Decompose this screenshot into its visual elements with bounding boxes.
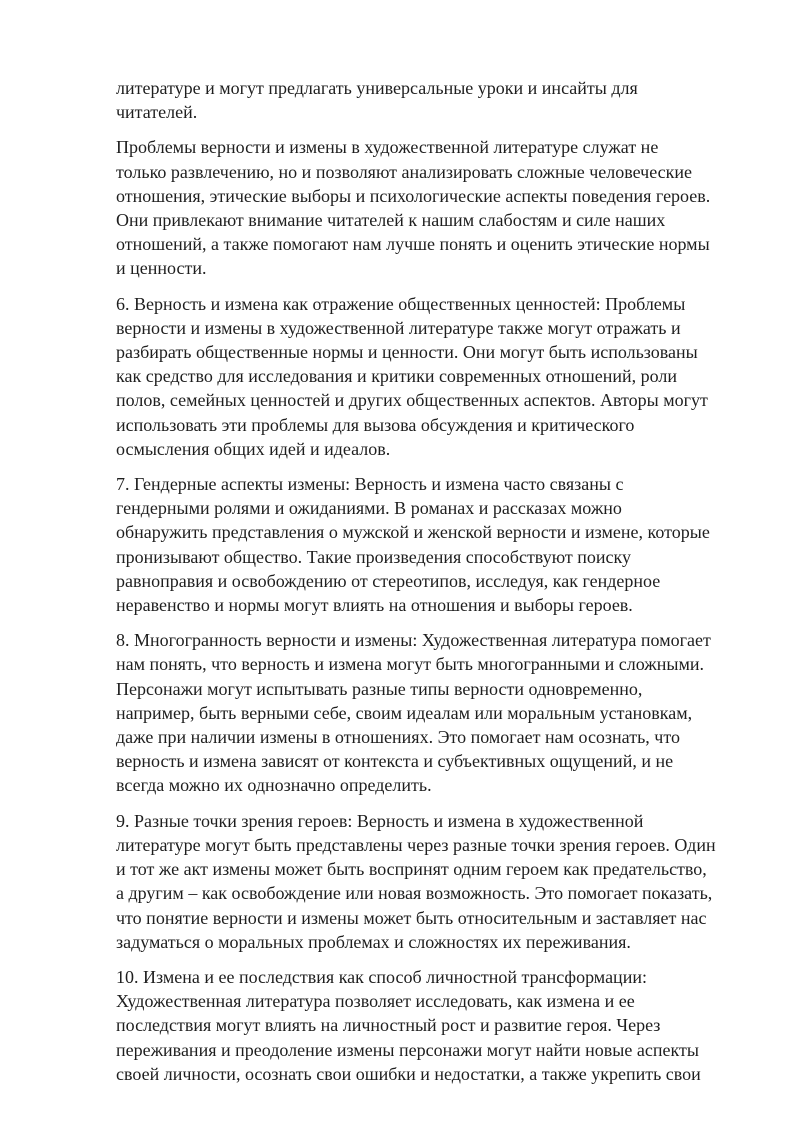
- text-line: 10. Измена и ее последствия как способ личностной трансформации:: [116, 966, 647, 987]
- text-line: литературе и могут предлагать универсальные уроки и инсайты для: [116, 78, 638, 98]
- text-line: читателей.: [116, 102, 198, 123]
- text-line: и тот же акт измены может быть воспринят одним героем как предательство,: [116, 859, 707, 880]
- text-line: отношений, а также помогают нам лучше понять и оценить этические нормы: [116, 234, 710, 255]
- text-line: всегда можно их однозначно определить.: [116, 775, 432, 796]
- text-line: использовать эти проблемы для вызова обсуждения и критического: [116, 414, 635, 435]
- text-line: верности и измены в художественной литературе также могут отражать и: [116, 317, 681, 338]
- text-line: Они привлекают внимание читателей к нашим слабостям и силе наших: [116, 210, 666, 231]
- text-line: последствия могут влиять на личностный рост и развитие героя. Через: [116, 1015, 661, 1036]
- text-line: только развлечению, но и позволяют анализировать сложные человеческие: [116, 161, 693, 182]
- text-line: и ценности.: [116, 258, 207, 279]
- text-line: как средство для исследования и критики современных отношений, роли: [116, 366, 678, 387]
- document-page: [116, 76, 736, 1097]
- text-line: 6. Верность и измена как отражение общественных ценностей: Проблемы: [116, 293, 686, 314]
- text-line: 9. Разные точки зрения героев: Верность и измена в художественной: [116, 810, 644, 831]
- text-line: нам понять, что верность и измена могут быть многогранными и сложными.: [116, 654, 704, 675]
- text-line: задуматься о моральных проблемах и сложностях их переживания.: [116, 931, 631, 952]
- text-line: 7. Гендерные аспекты измены: Верность и измена часто связаны с: [116, 474, 624, 495]
- text-line: Художественная литература позволяет исследовать, как измена и ее: [116, 991, 635, 1012]
- paragraph-summary: [116, 135, 736, 280]
- text-line: Персонажи могут испытывать разные типы верности одновременно,: [116, 678, 643, 699]
- text-line: переживания и преодоление измены персонажи могут найти новые аспекты: [116, 1039, 699, 1060]
- paragraph-item-8: [116, 628, 736, 797]
- text-line: литературе могут быть представлены через разные точки зрения героев. Один: [116, 834, 716, 855]
- text-line: полов, семейных ценностей и других общественных аспектов. Авторы могут: [116, 390, 708, 411]
- text-line: что понятие верности и измены может быть относительным и заставляет нас: [116, 907, 707, 928]
- paragraph-item-9: [116, 809, 736, 954]
- paragraph-item-10: [116, 965, 736, 1086]
- text-line: обнаружить представления о мужской и женской верности и измене, которые: [116, 522, 710, 543]
- text-line: неравенство и нормы могут влиять на отношения и выборы героев.: [116, 595, 633, 616]
- text-line: пронизывают общество. Такие произведения способствуют поиску: [116, 546, 632, 567]
- text-line: даже при наличии измены в отношениях. Это помогает нам осознать, что: [116, 727, 680, 748]
- text-line: равноправия и освобождению от стереотипов, исследуя, как гендерное: [116, 570, 661, 591]
- text-line: а другим – как освобождение или новая возможность. Это помогает показать,: [116, 883, 713, 904]
- text-line: осмысления общих идей и идеалов.: [116, 438, 391, 459]
- text-line: 8. Многогранность верности и измены: Художественная литература помогает: [116, 630, 711, 651]
- paragraph-item-6: [116, 292, 736, 461]
- text-line: верность и измена зависят от контекста и субъективных ощущений, и не: [116, 751, 674, 772]
- paragraph-continuation: [116, 76, 736, 124]
- paragraph-item-7: [116, 472, 736, 617]
- text-line: например, быть верными себе, своим идеалам или моральным установкам,: [116, 702, 693, 723]
- text-line: разбирать общественные нормы и ценности. Они могут быть использованы: [116, 342, 698, 363]
- text-line: гендерными ролями и ожиданиями. В романах и рассказах можно: [116, 498, 622, 519]
- text-line: своей личности, осознать свои ошибки и недостатки, а также укрепить свои: [116, 1063, 701, 1084]
- text-line: Проблемы верности и измены в художественной литературе служат не: [116, 137, 659, 158]
- text-line: отношения, этические выборы и психологические аспекты поведения героев.: [116, 185, 711, 206]
